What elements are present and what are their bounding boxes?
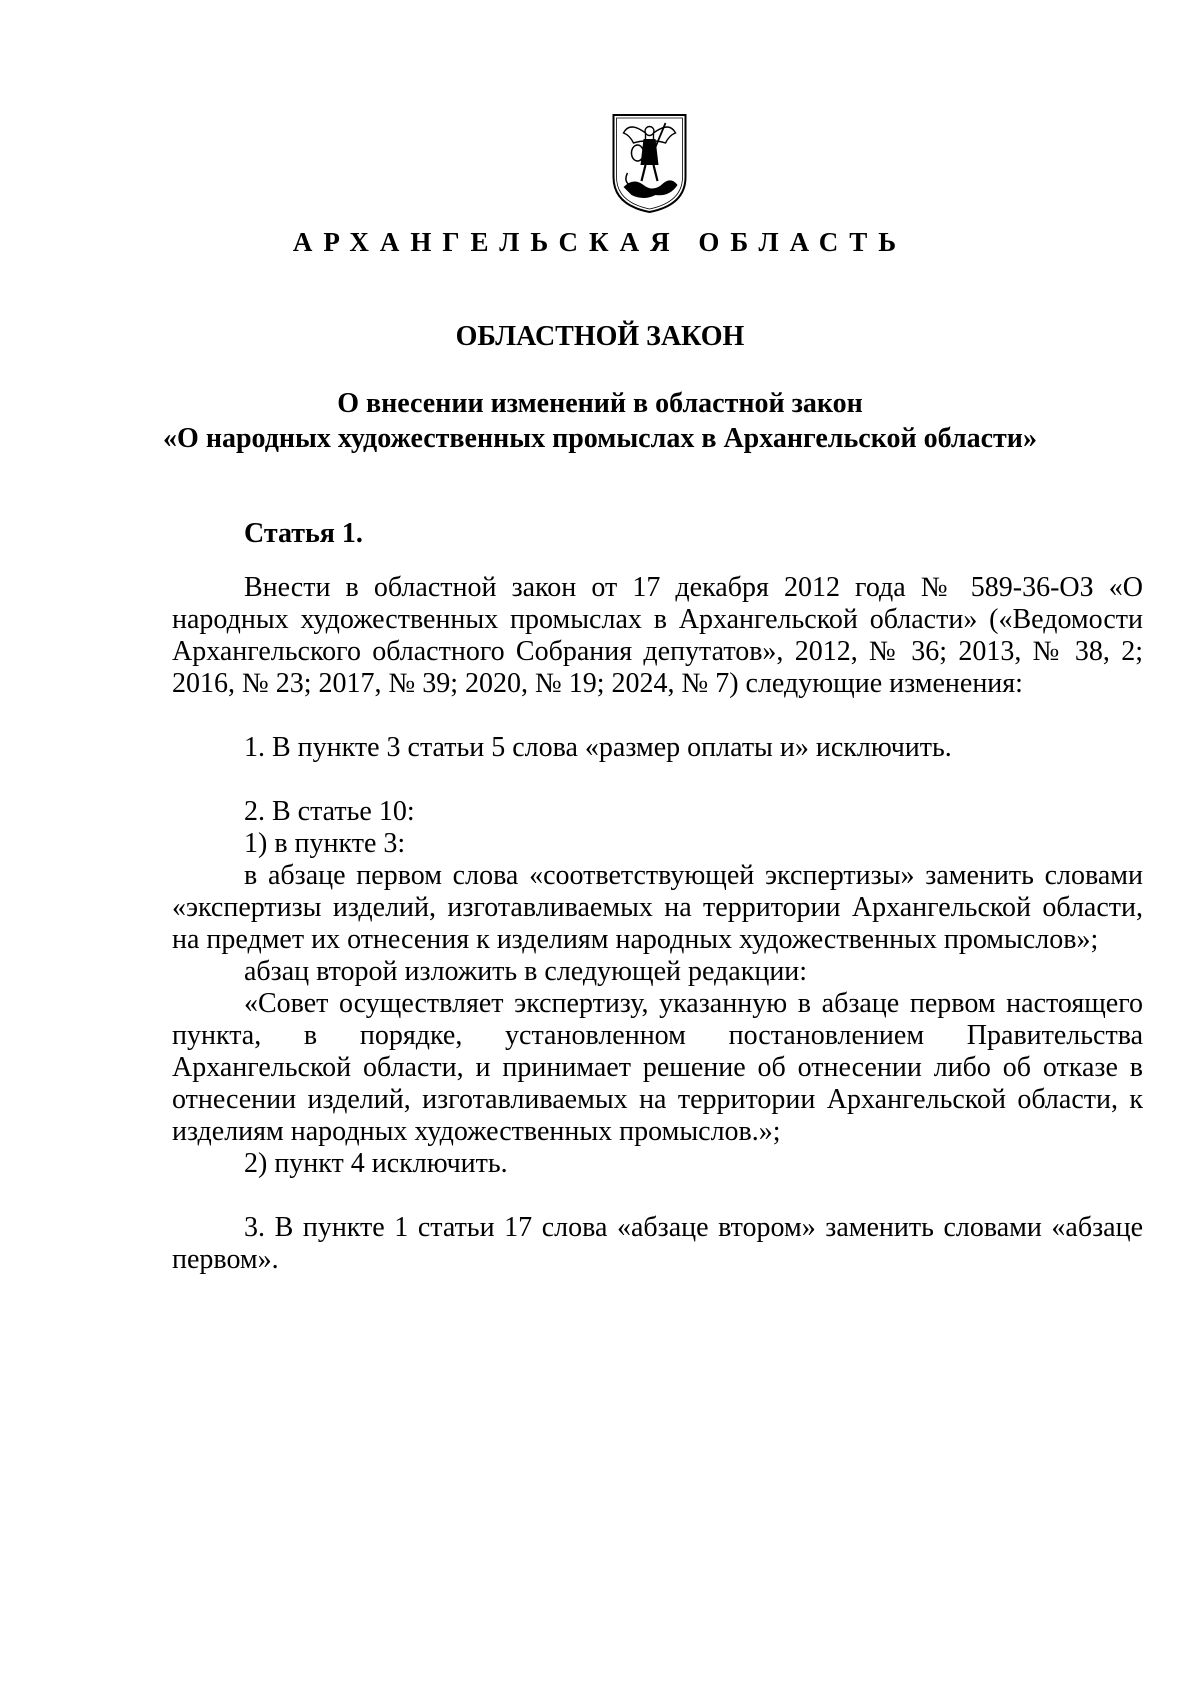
amendment-item-3: 3. В пункте 1 статьи 17 слова «абзаце втором» заменить словами «абзаце первом». (172, 1212, 1143, 1275)
document-type: ОБЛАСТНОЙ ЗАКОН (455, 321, 745, 352)
document-title (0, 386, 1200, 456)
amendment-item-2-heading: 2. В статье 10: (244, 796, 415, 827)
amendment-subitem: 1) в пункте 3: (244, 828, 406, 859)
amendment-quote: «Совет осуществляет экспертизу, указанную в абзаце первом настоящего пункта, в порядке, установленном постановлением Правительства Архангельской области, и принимает решение об отнесении либо об отказе в отнесении изделий, изготавливаемых на территории Архангельской области, к изделиям народных художественных промыслов.»; (172, 988, 1143, 1147)
region-name: АРХАНГЕЛЬСКАЯ ОБЛАСТЬ (292, 227, 908, 257)
document-title-line: О внесении изменений в областной закон (337, 388, 863, 419)
article-intro: Внести в областной закон от 17 декабря 2012 года № 589-36-ОЗ «О народных художественных промыслах в Архангельской области» («Ведомости Архангельского областного Собрания депутатов», 2012, № 36; 2013, № 38, 2; 2016, № 23; 2017, № 39; 2020, № 19; 2024, № 7) следующие изменения: (172, 572, 1143, 699)
amendment-paragraph: абзац второй изложить в следующей редакции: (244, 956, 808, 987)
document-title-line: «О народных художественных промыслах в Архангельской области» (163, 423, 1037, 454)
amendment-paragraph: в абзаце первом слова «соответствующей экспертизы» заменить словами «экспертизы изделий, изготавливаемых на территории Архангельской области, на предмет их отнесения к изделиям народных художественных промыслов»; (172, 860, 1143, 955)
article-heading: Статья 1. (244, 518, 363, 549)
document-body (172, 518, 1143, 1276)
amendment-subitem: 2) пункт 4 исключить. (244, 1148, 508, 1179)
coat-of-arms-icon (609, 111, 690, 215)
amendment-item-1: 1. В пункте 3 статьи 5 слова «размер оплаты и» исключить. (244, 732, 952, 763)
